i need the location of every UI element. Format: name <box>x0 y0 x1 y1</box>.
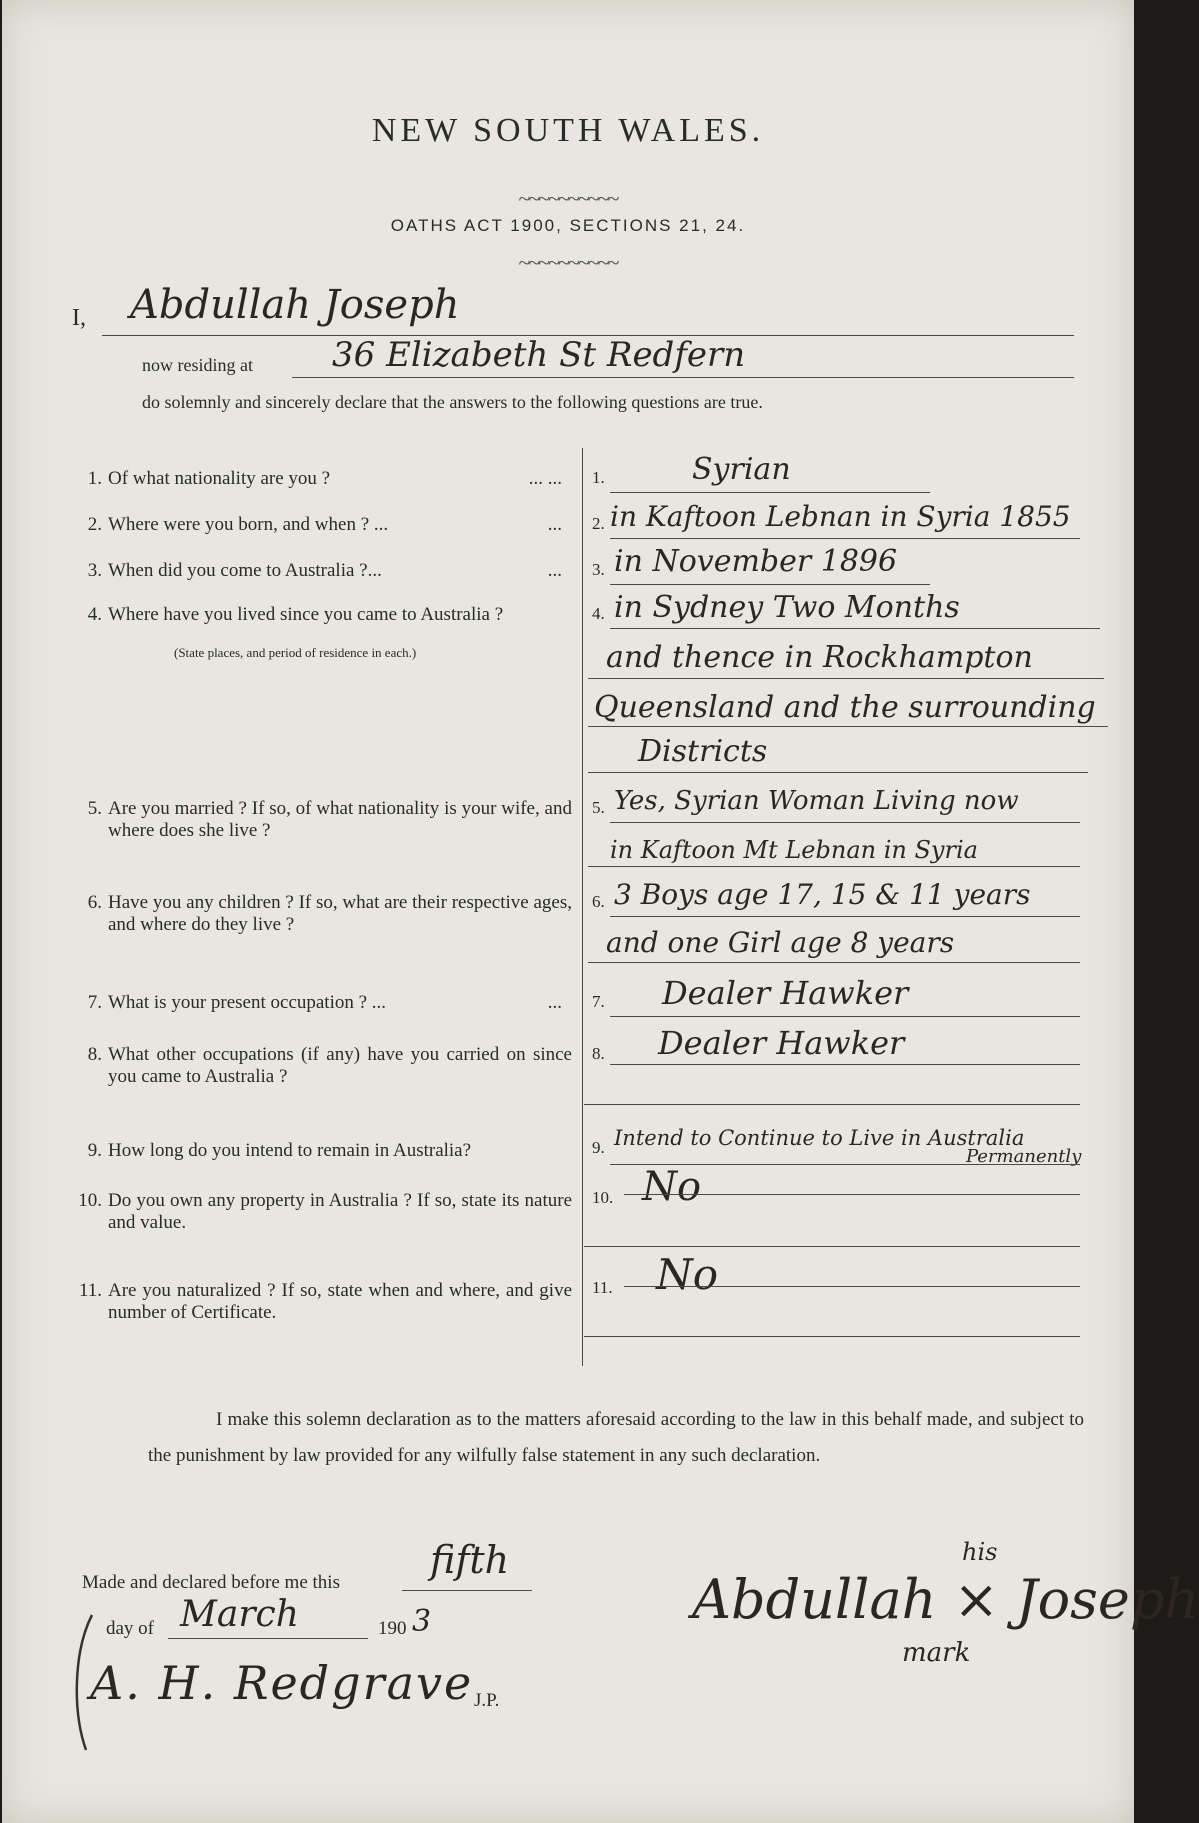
ornament-divider: ~~~~~~~~~~ <box>518 186 618 211</box>
answer-rule <box>588 678 1104 679</box>
act-reference: OATHS ACT 1900, SECTIONS 21, 24. <box>390 216 746 235</box>
question-3: 3. When did you come to Australia ?... ... <box>87 560 562 581</box>
residence-address: 36 Elizabeth St Redfern <box>332 335 746 375</box>
declarant-signature: Abdullah × Joseph <box>692 1568 1199 1631</box>
answer-number: 10. <box>592 1188 614 1207</box>
month-rule <box>168 1638 368 1639</box>
month-value: March <box>180 1594 299 1635</box>
declaration-statement: do solemnly and sincerely declare that the answers to the following questions are true. <box>142 392 763 412</box>
question-6: 6. Have you any children ? If so, what are their respective ages, and where do they live ? <box>87 892 572 935</box>
declarant-prefix: I, <box>72 305 86 331</box>
answer-6-line-1: 3 Boys age 17, 15 & 11 years <box>614 878 1031 911</box>
answer-rule <box>588 866 1080 867</box>
answer-3: in November 1896 <box>614 544 898 579</box>
ornament-divider: ~~~~~~~~~~ <box>518 250 618 275</box>
column-divider <box>582 448 583 1366</box>
answer-number: 1. <box>592 468 605 487</box>
declarant-name: Abdullah Joseph <box>130 282 460 328</box>
answer-4-line-2: and thence in Rockhampton <box>606 640 1033 675</box>
answer-number: 7. <box>592 992 605 1011</box>
answer-10: No <box>642 1164 702 1210</box>
answer-8: Dealer Hawker <box>658 1024 905 1062</box>
declaration-paragraph: I make this solemn declaration as to the matters aforesaid according to the law in this behalf made, and subject to the punishment by law provided for any wilfully false statement in any such declaration. <box>148 1409 1084 1466</box>
bracket-mark <box>62 1610 102 1760</box>
answer-number: 2. <box>592 514 605 533</box>
day-of-label: day of <box>106 1618 155 1639</box>
year-suffix: 3 <box>412 1604 432 1639</box>
answer-number: 11. <box>592 1278 613 1297</box>
question-4: 4. Where have you lived since you came to Australia ? (State places, and period of residence in each.) <box>72 604 572 664</box>
answer-rule <box>610 916 1080 917</box>
answer-rule <box>624 1194 1080 1195</box>
answer-rule <box>610 538 1080 539</box>
answer-5-line-2: in Kaftoon Mt Lebnan in Syria <box>610 836 978 864</box>
answer-9-line-2: Permanently <box>966 1146 1082 1167</box>
question-10: 10. Do you own any property in Australia ? If so, state its nature and value. <box>78 1190 572 1233</box>
answer-7: Dealer Hawker <box>662 974 909 1012</box>
answer-rule <box>588 726 1108 727</box>
answer-rule <box>584 1104 1080 1105</box>
year-prefix: 190 <box>378 1618 407 1639</box>
signature-mark: mark <box>902 1638 971 1668</box>
answer-rule <box>588 962 1080 963</box>
answer-rule <box>610 492 930 493</box>
answer-1: Syrian <box>692 452 791 487</box>
day-value: fifth <box>430 1538 510 1582</box>
answer-9-line-1: Intend to Continue to Live in Australia <box>614 1126 1025 1150</box>
answer-2: in Kaftoon Lebnan in Syria 1855 <box>610 500 1071 533</box>
question-9: 9. How long do you intend to remain in Australia? <box>87 1140 472 1161</box>
page-title: NEW SOUTH WALES. <box>371 112 765 149</box>
residence-rule <box>292 377 1074 378</box>
answer-rule <box>610 1064 1080 1065</box>
answer-11: No <box>656 1250 719 1299</box>
answer-4-line-1: in Sydney Two Months <box>614 590 960 625</box>
question-2: 2. Where were you born, and when ? ... ... <box>87 514 562 535</box>
answer-number: 3. <box>592 560 605 579</box>
declaration-form <box>2 0 1199 1823</box>
answer-number: 8. <box>592 1044 605 1063</box>
answer-4-line-3: Queensland and the surrounding <box>594 690 1096 725</box>
answer-number: 5. <box>592 798 605 817</box>
day-rule <box>402 1590 532 1591</box>
answer-rule <box>584 1246 1080 1247</box>
jp-signature: A. H. Redgrave <box>90 1656 474 1710</box>
answer-number: 9. <box>592 1138 605 1157</box>
answer-6-line-2: and one Girl age 8 years <box>606 926 955 959</box>
question-8: 8. What other occupations (if any) have you carried on since you came to Australia ? <box>87 1044 572 1087</box>
answer-4-line-4: Districts <box>638 734 768 769</box>
question-7: 7. What is your present occupation ? ... ... <box>87 992 562 1013</box>
jp-label: J.P. <box>474 1690 500 1711</box>
question-4-note: (State places, and period of residence in each.) <box>174 645 417 660</box>
answer-rule <box>610 822 1080 823</box>
answer-rule <box>610 584 930 585</box>
question-1: 1. Of what nationality are you ? ... ... <box>87 468 562 489</box>
answer-number: 4. <box>592 604 605 623</box>
answer-rule <box>610 628 1100 629</box>
answer-rule <box>588 772 1088 773</box>
answer-rule <box>624 1286 1080 1287</box>
answer-5-line-1: Yes, Syrian Woman Living now <box>614 786 1019 816</box>
answer-rule <box>610 1016 1080 1017</box>
question-11: 11. Are you naturalized ? If so, state when and where, and give number of Certificate. <box>78 1280 572 1323</box>
answer-number: 6. <box>592 892 605 911</box>
residing-label: now residing at <box>142 355 253 375</box>
question-5: 5. Are you married ? If so, of what nationality is your wife, and where does she live ? <box>87 798 572 841</box>
signature-his: his <box>962 1538 998 1566</box>
answer-rule <box>584 1336 1080 1337</box>
made-declared-label: Made and declared before me this <box>82 1572 340 1593</box>
